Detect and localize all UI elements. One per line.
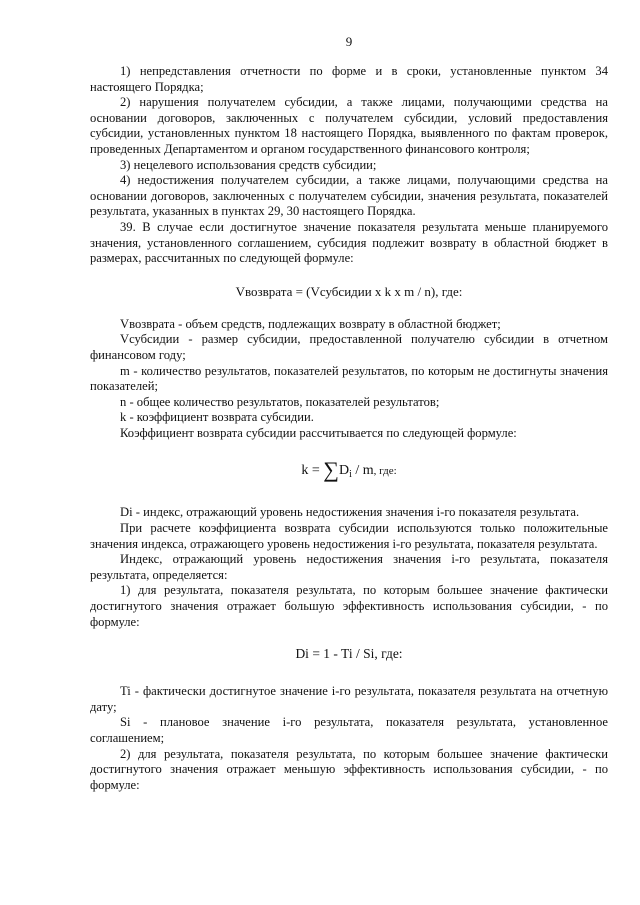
def-n: n - общее количество результатов, показателей результатов; [120, 394, 440, 409]
formula-k [90, 457, 608, 483]
def-di: Di - индекс, отражающий уровень недостижения значения i-го показателя результата. [120, 505, 580, 520]
def-k: k - коэффициент возврата субсидии. [120, 410, 314, 425]
di-positive-note: При расчете коэффициента возврата субсидии используются только положительные значения индекса, отражающего уровень недостижения i-го результата, показателя результата. [90, 521, 608, 551]
di-index-intro: Индекс, отражающий уровень недостижения значения i-го результата, показателя результата, определяется: [90, 552, 608, 582]
def-m: m - количество результатов, показателей результатов, по которым не достигнуты значения показателей; [90, 363, 608, 394]
formula-k-gde: , где: [373, 465, 397, 478]
item-4: 4) недостижения получателем субсидии, а также лицами, получающими средства на основании договоров, заключенных с получателем субсидии, значения результата, показателей результата, указанных в пунктах 29, 30 настоящего Порядка. [90, 173, 608, 219]
item-3: 3) нецелевого использования средств субсидии; [120, 157, 377, 172]
item-1: 1) непредставления отчетности по форме и в сроки, установленные пунктом 34 настоящего Порядка; [90, 64, 608, 94]
formula-return-volume: Vвозврата = (Vсубсидии x k x m / n), где: [235, 283, 463, 299]
paragraph-39: 39. В случае если достигнутое значение показателя результата меньше планируемого значения, установленного соглашением, субсидия подлежит возврату в областной бюджет в размерах, рассчитанных по следующей формуле: [90, 219, 608, 266]
item-2: 2) нарушения получателем субсидии, а также лицами, получающими средства на основании договоров, заключенных с получателем субсидии, условий предоставления субсидии, установленных пунктом 18 настоящего Порядка, выявленного по фактам проверок, проведенных Департаментом и органом государственного финансового контроля; [90, 95, 608, 156]
case-1: 1) для результата, показателя результата, по которым большее значение фактически достигнутого значения отражает большую эффективность использования субсидии, - по формуле: [90, 583, 608, 629]
formula-k-subscript: i [349, 469, 352, 481]
formula-di: Di = 1 - Ti / Si, где: [295, 646, 403, 662]
case-2: 2) для результата, показателя результата, по которым большее значение фактически достигнутого значения отражает меньшую эффективность использования субсидии, - по формуле: [90, 746, 608, 792]
def-v-return: Vвозврата - объем средств, подлежащих возврату в областной бюджет; [120, 316, 501, 331]
def-si: Si - плановое значение i-го результата, показателя результата, установленное соглашением; [90, 715, 608, 745]
formula-k-d: D [338, 463, 350, 479]
sum-symbol: ∑ [323, 457, 339, 483]
formula-k-lhs: k = [301, 463, 324, 479]
def-v-subsidy: Vсубсидии - размер субсидии, предоставленной получателю субсидии в отчетном финансовом году; [90, 332, 608, 362]
page-number: 9 [345, 34, 353, 49]
formula-k-rest: / m [351, 463, 374, 479]
def-ti: Ti - фактически достигнутое значение i-го результата, показателя результата на отчетную дату; [90, 684, 608, 714]
k-intro: Коэффициент возврата субсидии рассчитывается по следующей формуле: [120, 425, 517, 440]
